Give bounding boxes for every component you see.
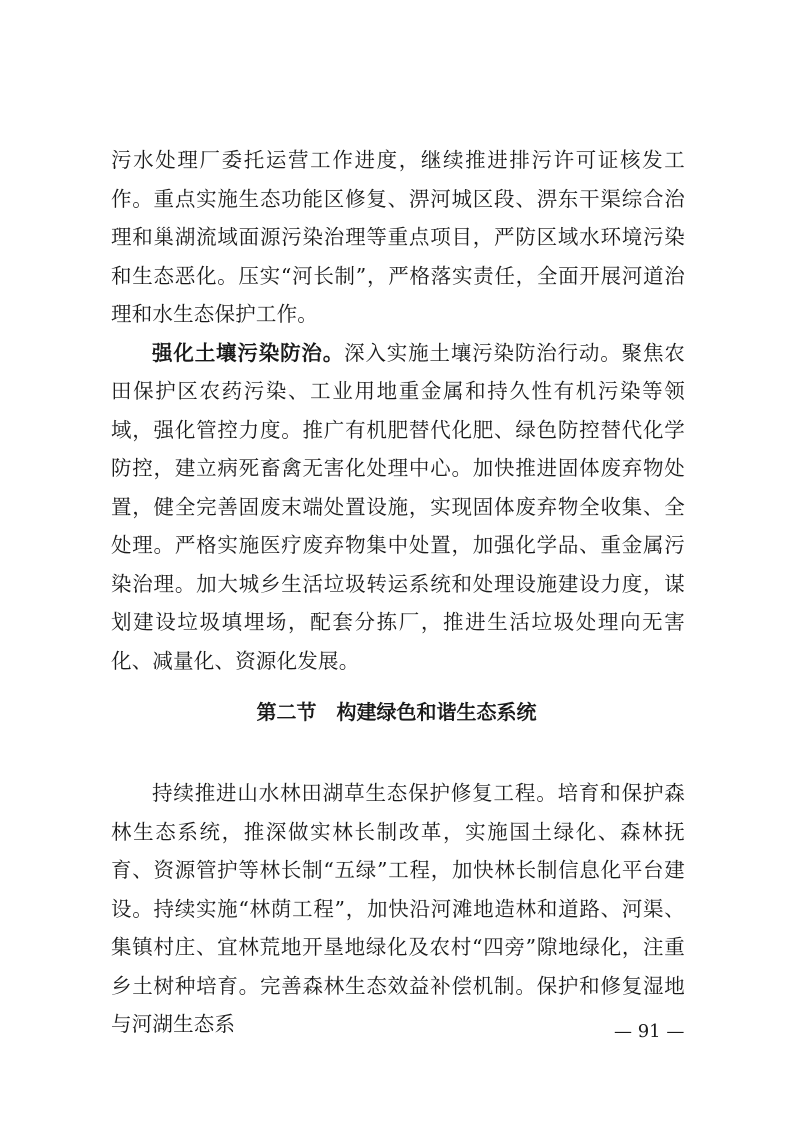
paragraph-soil-pollution [111,334,685,681]
paragraph-lead-heading: 强化土壤污染防治。 [152,340,345,365]
body-text-lower [111,774,685,1044]
paragraph-forest-ecosystem: 持续推进山水林田湖草生态保护修复工程。培育和保护森林生态系统，推深做实林长制改革，实施国土绿化、森林抚育、资源管护等林长制“五绿”工程，加快林长制信息化平台建设。持续实施“林荫工程”，加快沿河滩地造林和道路、河渠、集镇村庄、宜林荒地开垦地绿化及农村“四旁”隙地绿化，注重乡土树种培育。完善森林生态效益补偿机制。保护和修复湿地与河湖生态系 [111,781,685,1036]
body-text-upper [111,141,685,680]
paragraph-water-continued: 污水处理厂委托运营工作进度，继续推进排污许可证核发工作。重点实施生态功能区修复、淠河城区段、淠东干渠综合治理和巢湖流域面源污染治理等重点项目，严防区域水环境污染和生态恶化。压实“河长制”，严格落实责任，全面开展河道治理和水生态保护工作。 [111,148,685,326]
paragraph-soil-body: 深入实施土壤污染防治行动。聚焦农田保护区农药污染、工业用地重金属和持久性有机污染等领域，强化管控力度。推广有机肥替代化肥、绿色防控替代化学防控，建立病死畜禽无害化处理中心。加快推进固体废弃物处置，健全完善固废末端处置设施，实现固体废弃物全收集、全处理。严格实施医疗废弃物集中处置，加强化学品、重金属污染治理。加大城乡生活垃圾转运系统和处理设施建设力度，谋划建设垃圾填埋场，配套分拣厂，推进生活垃圾处理向无害化、减量化、资源化发展。 [111,340,685,673]
section-heading: 第二节 构建绿色和谐生态系统 [256,700,537,724]
page-number: — 91 — [614,1021,685,1042]
